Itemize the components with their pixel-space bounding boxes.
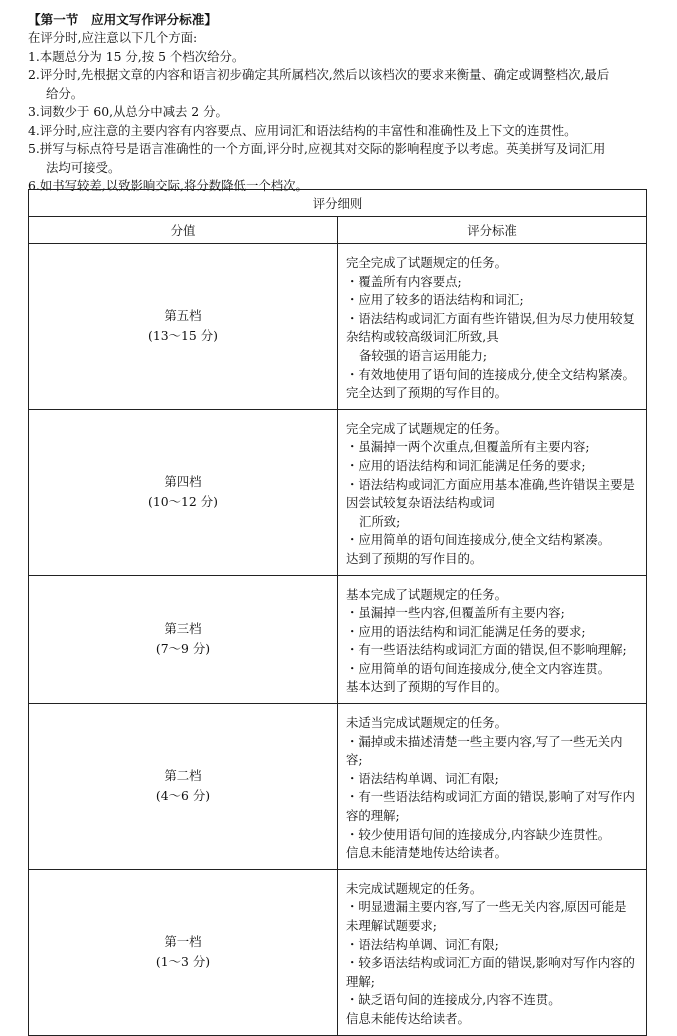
level-range: (10～12 分) — [148, 494, 218, 510]
criteria-line: ・缺乏语句间的连接成分,内容不连贯。 — [346, 992, 561, 1008]
level-cell — [29, 244, 338, 410]
criteria-cell — [338, 704, 647, 870]
point-3: 3.词数少于 60,从总分中减去 2 分。 — [28, 104, 228, 119]
section-title: 【第一节 应用文写作评分标准】 — [28, 12, 217, 27]
criteria-line: ・明显遗漏主要内容,写了一些无关内容,原因可能是未理解试题要求; — [346, 899, 627, 933]
criteria-line: 完全达到了预期的写作目的。 — [346, 385, 508, 401]
criteria-line: ・应用的语法结构和词汇能满足任务的要求; — [346, 457, 586, 473]
point-5: 5.拼写与标点符号是语言准确性的一个方面,评分时,应视其对交际的影响程度予以考虑。英美拼写及词汇用 — [28, 141, 606, 156]
criteria-line: 完全完成了试题规定的任务。 — [346, 255, 508, 270]
point-6: 6.如书写较差,以致影响交际,将分数降低一个档次。 — [28, 178, 308, 193]
intro-text: 在评分时,应注意以下几个方面: — [28, 30, 198, 45]
criteria-line: ・语法结构或词汇方面应用基本准确,些许错误主要是因尝试较复杂语法结构或词 — [346, 476, 635, 511]
level-name: 第三档 — [164, 621, 202, 637]
criteria-line: ・语法结构或词汇方面有些许错误,但为尽力使用较复杂结构或较高级词汇所致,具 — [346, 310, 635, 345]
point-5-cont: 法均可接受。 — [46, 159, 121, 175]
criteria-line: ・应用了较多的语法结构和词汇; — [346, 292, 524, 308]
criteria-line: ・语法结构单调、词汇有限; — [346, 770, 499, 786]
criteria-cell — [338, 244, 647, 410]
criteria-line: 汇所致; — [359, 513, 401, 529]
criteria-line: ・覆盖所有内容要点; — [346, 273, 462, 289]
level-name: 第二档 — [164, 768, 202, 784]
point-2-cont: 给分。 — [46, 85, 84, 101]
level-range: (13～15 分) — [148, 328, 218, 344]
point-2: 2.评分时,先根据文章的内容和语言初步确定其所属档次,然后以该档次的要求来衡量、确定或调整档次,最后 — [28, 67, 610, 82]
criteria-line: ・较少使用语句间的连接成分,内容缺少连贯性。 — [346, 826, 611, 842]
level-cell — [29, 575, 338, 704]
criteria-line: 基本达到了预期的写作目的。 — [346, 679, 508, 695]
criteria-line: 未适当完成试题规定的任务。 — [346, 715, 508, 731]
criteria-cell — [338, 575, 647, 704]
level-range: (4～6 分) — [155, 788, 211, 804]
criteria-line: ・较多语法结构或词汇方面的错误,影响对写作内容的理解; — [346, 955, 635, 989]
criteria-line: ・语法结构单调、词汇有限; — [346, 936, 499, 952]
criteria-line: ・虽漏掉一些内容,但覆盖所有主要内容; — [346, 605, 565, 621]
instructions-section — [28, 10, 652, 196]
criteria-line: 未完成试题规定的任务。 — [346, 880, 483, 896]
table-row — [29, 575, 647, 704]
header-criteria: 评分标准 — [338, 217, 647, 244]
point-4: 4.评分时,应注意的主要内容有内容要点、应用词汇和语法结构的丰富性和准确性及上下文的连贯性。 — [28, 122, 577, 138]
criteria-line: ・有效地使用了语句间的连接成分,使全文结构紧凑。 — [346, 366, 635, 382]
table-row — [29, 409, 647, 575]
criteria-line: ・漏掉或未描述清楚一些主要内容,写了一些无关内容; — [346, 733, 623, 768]
table-row — [29, 244, 647, 410]
criteria-line: 信息未能传达给读者。 — [346, 1010, 470, 1026]
criteria-line: ・应用简单的语句间连接成分,使全文结构紧凑。 — [346, 532, 611, 548]
level-name: 第五档 — [164, 308, 202, 324]
level-range: (7～9 分) — [155, 641, 211, 657]
point-1: 1.本题总分为 15 分,按 5 个档次给分。 — [28, 48, 245, 64]
criteria-line: 信息未能清楚地传达给读者。 — [346, 845, 508, 861]
criteria-cell — [338, 869, 647, 1035]
scoring-table — [28, 189, 647, 1036]
criteria-line: 完全完成了试题规定的任务。 — [346, 420, 508, 436]
level-cell — [29, 704, 338, 870]
table-row — [29, 869, 647, 1035]
level-cell — [29, 869, 338, 1035]
table-caption: 评分细则 — [29, 190, 647, 217]
criteria-line: 备较强的语言运用能力; — [359, 347, 488, 363]
criteria-line: 达到了预期的写作目的。 — [346, 550, 483, 566]
criteria-line: ・有一些语法结构或词汇方面的错误,影响了对写作内容的理解; — [346, 789, 635, 824]
criteria-line: 基本完成了试题规定的任务。 — [346, 586, 508, 602]
criteria-line: ・有一些语法结构或词汇方面的错误,但不影响理解; — [346, 642, 627, 658]
level-name: 第四档 — [164, 474, 202, 490]
criteria-line: ・应用简单的语句间连接成分,使全文内容连贯。 — [346, 660, 611, 676]
level-range: (1～3 分) — [155, 954, 211, 970]
criteria-cell — [338, 409, 647, 575]
level-cell — [29, 409, 338, 575]
table-row — [29, 704, 647, 870]
level-name: 第一档 — [164, 934, 202, 950]
header-score: 分值 — [29, 217, 338, 244]
criteria-line: ・虽漏掉一两个次重点,但覆盖所有主要内容; — [346, 439, 590, 455]
criteria-line: ・应用的语法结构和词汇能满足任务的要求; — [346, 623, 586, 639]
